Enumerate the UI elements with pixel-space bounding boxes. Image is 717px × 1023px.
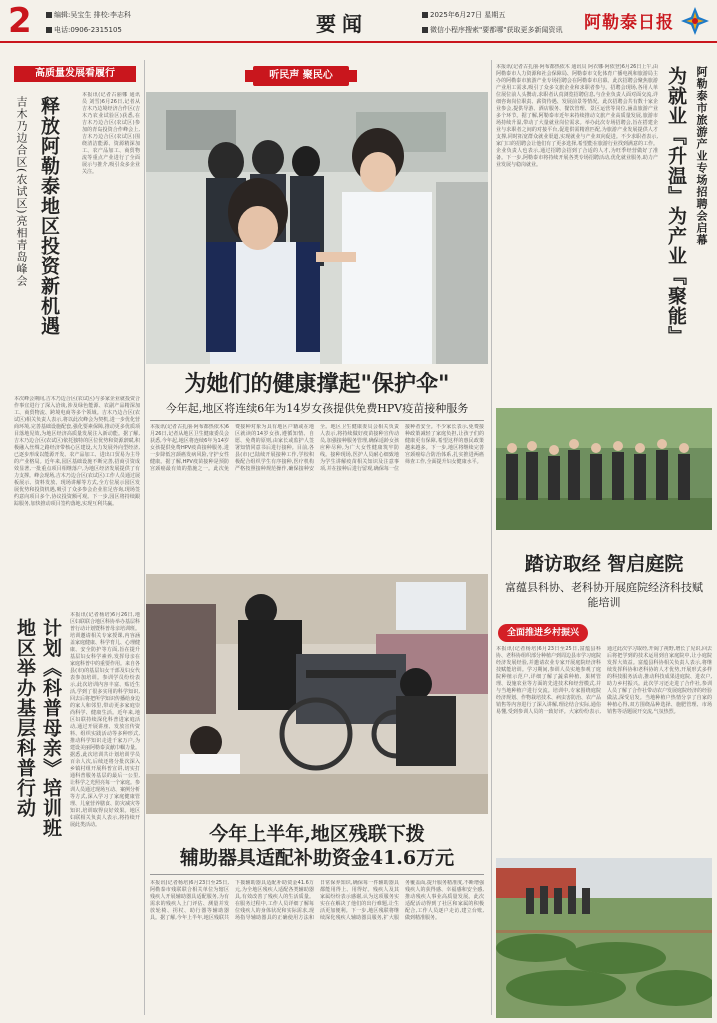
issue-date: 2025年6月27日 星期五 [422,10,505,20]
left-top-subhead: 吉木乃边合区(农试区)亮相青岛峰会 [15,96,28,287]
training-photo [496,408,712,530]
left-top-headline: 释放阿勒泰地区投资新机遇 [38,96,60,336]
left-top-body: 本次峰会期间,吉木乃边合区(农试区)与多家企业就投资合作事宜进行了深入洽谈,涉及绿色能源、农副产品精深加工、商贸物流、跨境电商等多个领域。吉木乃边合区(农试区)相关负责人表示,将以此次峰会为契机,进一步优化营商环境,完善基础设施配套,强化要素保障,推动更多优质项目落地见效,为地区经济高质量发展注入新动能。据了解,吉木乃边合区(农试区)依托独特的区位优势和资源禀赋,积极融入丝绸之路经济带核心区建设,大力发展外向型经济,已逐步形成以能源开发、农产品加工、进出口贸易为主导的产业格局。近年来,园区基础设施不断完善,招商引资成效显著,一批重点项目相继落户,为地区经济发展提供了有力支撑。峰会现场,吉木乃边合区(农试区)工作人员通过展板展示、资料发放、现场讲解等方式,全方位展示园区发展优势和投资机遇,吸引了众多参会企业驻足咨询,现场签约意向项目多个,协议投资额可观。下一步,园区将持续跟踪服务,加快推动项目签约落地,实现互利共赢。 [14,396,140,507]
left-bottom-subhead: 计划《科普母亲》培训班 [40,618,62,838]
center-top-body: 本报讯(记者古扎丽·阿布都热依木)6月26日,记者从地区卫生健康委员会获悉,今年起,地区将连续6年为14岁女孩提供免费HPV疫苗接种服务,进一步降低宫颈癌发病风险,守护女性健康。据了解,HPV疫苗接种是预防宫颈癌最有效的措施之一。此次免费接种对象为具有地区户籍或在地区就读的14岁女孩,遵循知情、自愿、免费的原则,由家长或监护人签署知情同意书后进行接种。目前,各县(市)已陆续开展接种工作,学校积极配合组织学生有序接种,医疗机构严格按照接种规范操作,确保接种安全。地区卫生健康委员会相关负责人表示,将持续做好疫苗接种宣传动员,加强接种服务管理,确保适龄女孩应种尽种,为广大女性健康筑牢防线。接种现场,医护人员耐心细致地为学生讲解疫苗相关知识及注意事项,并在接种后进行留观,确保每一位接种者安全。不少家长表示,免费接种政策减轻了家庭负担,让孩子们的健康更有保障,希望这样的惠民政策越来越多。下一步,地区将继续完善宫颈癌综合防治体系,扎实推进两癌筛查工作,全面提升妇女健康水平。 [150,424,484,472]
page-number: 2 [8,1,32,41]
right-top-headline-main: 为就业『升温』为产业『聚能』 [665,66,687,346]
wheelchair-photo [146,574,488,814]
right-bottom-body: 本报讯(记者杨培)6月23日至25日,富蕴县科协、老科协组织部分种植户到周边县市学习庭院经济发展经验,并邀请农业专家开展庭院经济科技赋能培训。学习期间,参训人员实地参观了庭院种植示范户,详细了解了蔬菜种植、果树管理、设施农业等方面的先进技术和经营模式,并与当地种植户进行交流。培训中,专家围绕庭院经济规划、作物栽培技术、病虫害防治、农产品销售等内容进行了深入讲解,理论结合实际,通俗易懂,受到参训人员的一致好评。大家纷纷表示,通过此次学习取经,开阔了视野,增长了见识,回去后将把学到的技术运用到自家庭院中,让小庭院发挥大效益。富蕴县科协相关负责人表示,将继续发挥科协和老科协的人才优势,开展形式多样的科技服务活动,推动科技成果进庭院、进农户,助力乡村振兴。此次学习还走进了合作社,参训人员了解了合作社带动农户发展庭院经济的经验做法,深受启发。当地种植户热情分享了自家的种植心得,双方围绕品种选择、施肥管理、市场销售等话题展开交流,气氛热烈。 [496,646,712,715]
right-top-body: 本报讯(记者古扎丽·阿布都热依木 通讯员 阿衣娜·阿依登)6月26日上午,由阿勒泰市人力资源和社会保障局、阿勒泰市文化体育广播电视和旅游局主办的阿勒泰市旅游产业专场招聘会在阿勒泰市启幕。此次招聘会聚焦旅游产业用工需求,吸引了众多文旅企业和求职者参与。招聘会现场,各用人单位展位前人头攒动,求职者认真浏览招聘信息,与企业负责人面对面交流,详细咨询岗位职责、薪资待遇、发展前景等情况。此次招聘会共有数十家企业参会,提供导游、酒店服务、餐饮管理、景区运营等岗位,涵盖旅游产业多个环节。据了解,阿勒泰市近年来持续推动文旅产业高质量发展,旅游市场持续升温,带动了大量就业岗位需求。举办此次专场招聘会,旨在搭建企业与求职者之间的对接平台,促进供需精准匹配,为旅游产业发展提供人才支撑,同时拓宽群众就业渠道,实现就业与产业双向促进。不少求职者表示,家门口的招聘会让他们有了更多选择,希望能在旅游行业找到满意的工作。企业负责人也表示,通过招聘会招到了合适的人才,为旺季经营做好了准备。下一步,阿勒泰市将持续开展各类专场招聘活动,优化就业服务,助力产业发展与稳岗就业。 [496,64,658,168]
calendar-icon [422,12,428,18]
header-divider [0,41,717,43]
weixin-info: 微信小程序搜索"要都哪"获取更多新闻资讯 [422,25,562,35]
center-top-rule [150,420,484,421]
center-bottom-body: 本报讯(记者杨培)6月23日至25日,阿勒泰市残联联合相关单位为辖区残疾人开展辅助器具适配服务,为有需求的残疾人上门评估、测量并发放轮椅、拐杖、助行器等辅助器具。据了解,今年上半年,地区残联共下拨辅助器具适配补助资金41.6万元,为全地区残疾人适配各类辅助器具,有效改善了残疾人的生活质量。在服务过程中,工作人员详细了解每位残疾人的身体状况和实际需求,现场指导辅助器具的正确使用方法和日常保养知识,确保每一件辅助器具都能用得上、用得好。残疾人及其家属纷纷表示感谢,认为这项服务实实在在解决了他们的出行难题,让生活更加便利。下一步,地区残联将继续深化残疾人辅助器具服务,扩大服务覆盖面,提升服务精准度,不断增强残疾人的获得感、幸福感和安全感,推动残疾人事业高质量发展。此次适配活动得到了社区和家属的积极配合,工作人员逐户走访,建立台账,做到精准服务。 [150,880,484,921]
section-title: 要闻 [316,12,368,36]
phone-icon [46,27,52,33]
column-divider-left [144,60,145,1015]
page-header [0,0,717,44]
center-top-tag: 听民声 聚民心 [245,66,357,86]
wechat-icon [422,27,428,33]
center-bottom-rule [150,874,484,875]
garden-photo [496,858,712,1018]
left-bottom-headline: 地区举办基层科普行动 [14,618,36,818]
ribbon-right [345,70,357,82]
right-bottom-tag: 全面推进乡村振兴 [498,624,588,642]
center-top-subhead: 今年起,地区将连续6年为14岁女孩提供免费HPV疫苗接种服务 [165,402,469,415]
right-bottom-subhead: 富蕴县科协、老科协开展庭院经济科技赋能培训 [505,581,703,609]
right-bottom-headline: 踏访取经 智启庭院 [524,553,684,575]
phone-info: 电话:0906-2315105 [46,25,122,35]
left-top-tag: 高质量发展看履行 [14,66,136,82]
right-top-headline-sub: 阿勒泰市旅游产业专场招聘会启幕 [695,66,708,246]
center-bottom-headline: 今年上半年,地区残联下拨 [209,823,425,845]
masthead: 阿勒泰日报 [584,13,674,33]
editor-info: 编辑:吴宝生 排校:李志科 [46,10,131,20]
center-top-headline: 为她们的健康撑起"保护伞" [184,371,450,397]
center-bottom-headline2: 辅助器具适配补助资金41.6万元 [179,847,455,869]
vaccination-photo [146,92,488,364]
logo-icon [680,6,710,36]
column-divider-right [491,60,492,1015]
left-top-intro: 本报讯(记者古丽娜 通讯员 刘雪)6月26日,记者从吉木乃边境经济合作区(吉木乃农业试验区)获悉,在吉木乃边合区(农试区)参加的青岛投资合作峰会上,吉木乃边合区(农试区)围绕清洁能源、资源精深加工、农产品加工、商贸物流等重点产业进行了全面展示与推介,吸引众多企业关注。 [82,92,140,175]
edit-icon [46,12,52,18]
left-bottom-body: 本报讯(记者杨培)6月26日,地区妇联联合地区科协举办基层科普行动计划暨科普母亲培训班。培训邀请相关专家授课,内容涵盖家庭健康、科学育儿、心理健康、安全防护等方面,旨在提升基层妇女科学素养,发挥母亲在家庭科普中的重要作用。来自各县(市)的基层妇女干部及妇女代表参加培训。参训学员纷纷表示,此次培训内容丰富、贴近生活,学到了很多实用的科学知识,回去后将把所学知识传播给身边的家人和邻里,带动更多家庭崇尚科学、健康生活。近年来,地区妇联持续深化科普进家庭活动,通过开展讲座、发放宣传资料、组织实践活动等多种形式,推动科学知识走进千家万户,为建设美丽阿勒泰贡献巾帼力量。据悉,此次培训共计划培训学员百余人次,后续还将分批次深入乡镇村组开展科普宣讲,切实打通科普服务基层的最后一公里,让科学之光照亮每一个家庭。参训人员通过现场互动、案例分析等方式,深入学习了家庭健康管理、儿童营养膳食、防灾减灾等知识,培训取得良好效果。地区妇联相关负责人表示,将持续开展此类活动。 [70,612,140,828]
